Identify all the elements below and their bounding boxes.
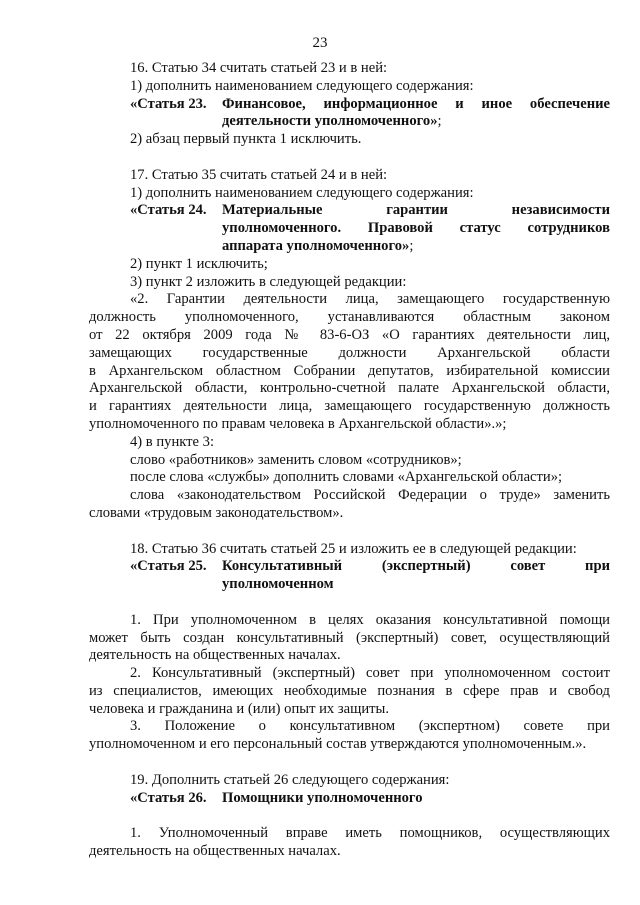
document-body [89, 60, 610, 861]
s18-p1-line3: деятельность на общественных началах. [89, 647, 341, 664]
s19-intro: 19. Дополнить статьей 26 следующего содержания: [130, 771, 450, 788]
s19-p1-line2: деятельность на общественных началах. [89, 843, 341, 860]
s18-title-line2: уполномоченном [222, 576, 334, 593]
s17-quote-line8: уполномоченного по правам человека в Архангельской области».»; [89, 415, 507, 432]
s18-article-title [222, 558, 610, 594]
s17-title-line2: уполномоченного. Правовой статус сотрудников [222, 220, 610, 237]
s19-p1-line1: 1. Уполномоченный вправе иметь помощников, осуществляющих [130, 825, 610, 842]
s16-title-line2 [222, 113, 610, 131]
s17-intro: 17. Статью 35 считать статьей 24 и в ней: [130, 166, 388, 183]
s19-article-title [222, 790, 610, 808]
s18-p2-line2: из специалистов, имеющих необходимые познания в сфере прав и свобод [89, 682, 610, 699]
s17-quote-line1: «2. Гарантии деятельности лица, замещающего государственную [130, 291, 610, 308]
s18-p3-line1: 3. Положение о консультативном (экспертном) совете при [130, 718, 610, 735]
s17-quote-line2: должность уполномоченного, устанавливаются областным законом [89, 309, 610, 326]
s17-item4-a: слово «работников» заменить словом «сотрудников»; [130, 451, 462, 468]
s16-intro: 16. Статью 34 считать статьей 23 и в ней: [130, 60, 388, 76]
s16-article-title [222, 96, 610, 132]
s17-title-line3 [222, 238, 610, 256]
page-number: 23 [312, 35, 328, 51]
s16-title-end: ; [437, 113, 442, 130]
s17-item4-c-line2: словами «трудовым законодательством». [89, 504, 344, 521]
s18-title-line1: Консультативный (экспертный) совет при [222, 558, 610, 575]
s18-p3-line2: уполномоченном и его персональный состав утверждаются уполномоченным.». [89, 736, 587, 753]
s17-quote-line3: от 22 октября 2009 года № 83-6-ОЗ «О гарантиях деятельности лиц, [89, 326, 610, 343]
s17-item3: 3) пункт 2 изложить в следующей редакции: [130, 273, 407, 290]
s16-title-line1: Финансовое, информационное и иное обеспечение [222, 95, 610, 112]
s17-title-line1: Материальные гарантии независимости [222, 202, 610, 219]
s16-title-line2-text: деятельности уполномоченного» [222, 113, 438, 130]
s17-title-line3-text: аппарата уполномоченного» [222, 237, 410, 254]
s17-quote-line4: замещающих государственные должности Архангельской области [89, 344, 610, 361]
s18-article-number: «Статья 25. [130, 558, 207, 575]
s17-title-end: ; [409, 237, 414, 254]
s17-item4-c-line1: слова «законодательством Российской Федерации о труде» заменить [130, 487, 610, 504]
s17-article-title [222, 202, 610, 255]
s18-p2-line1: 2. Консультативный (экспертный) совет при уполномоченном состоит [130, 665, 610, 682]
s17-item1: 1) дополнить наименованием следующего содержания: [130, 184, 474, 201]
s18-p2-line3: человека и гражданина и (или) опыт их защиты. [89, 700, 389, 717]
s18-p1-line2: может быть создан консультативный (экспертный) совет, осуществляющий [89, 629, 610, 646]
s17-article-number: «Статья 24. [130, 202, 207, 219]
s18-article-heading [89, 558, 610, 594]
s16-article-heading [89, 96, 610, 132]
s17-quote-line7: и гарантиях деятельности лица, замещающего государственную должность [89, 398, 610, 415]
s17-quote-line6: Архангельской области, контрольно-счетной палате Архангельской области, [89, 380, 610, 397]
s17-quote-line5: в Архангельском областном Собрании депутатов, избирательной комиссии [89, 362, 610, 379]
s19-title-line1: Помощники уполномоченного [222, 789, 423, 806]
s19-article-heading [89, 790, 610, 808]
s17-article-heading [89, 202, 610, 255]
s17-item4: 4) в пункте 3: [130, 433, 215, 450]
s18-intro: 18. Статью 36 считать статьей 25 и изложить ее в следующей редакции: [130, 540, 577, 557]
s16-item2: 2) абзац первый пункта 1 исключить. [130, 131, 362, 148]
s17-item4-b: после слова «службы» дополнить словами «Архангельской области»; [130, 469, 563, 486]
s18-p1-line1: 1. При уполномоченном в целях оказания консультативной помощи [130, 611, 610, 628]
s16-item1: 1) дополнить наименованием следующего содержания: [130, 77, 474, 94]
s16-article-number: «Статья 23. [130, 95, 207, 112]
s17-item2: 2) пункт 1 исключить; [130, 255, 268, 272]
s19-article-number: «Статья 26. [130, 789, 207, 806]
